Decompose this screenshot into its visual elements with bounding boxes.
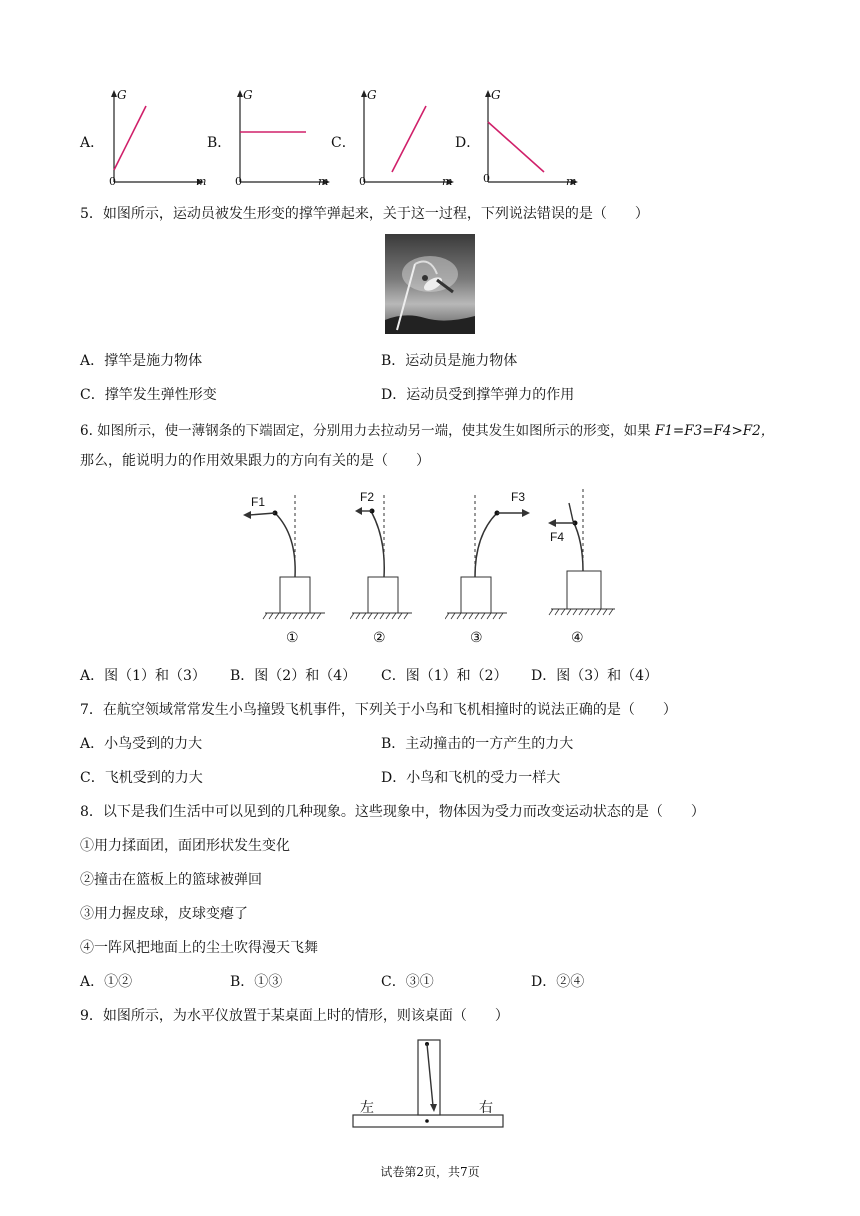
q7-option-d[interactable]: D．小鸟和飞机的受力一样大 xyxy=(381,770,561,786)
graph-c-line xyxy=(392,106,426,172)
q8-option-d[interactable]: D．②④ xyxy=(531,974,585,990)
option-c-label: C． xyxy=(331,135,356,151)
graph-b xyxy=(230,88,330,188)
graph-d-origin: 0 xyxy=(483,172,490,185)
option-a-label: A． xyxy=(80,135,105,151)
label-f4: F4 xyxy=(550,530,565,544)
q7-option-a[interactable]: A．小鸟受到的力大 xyxy=(80,736,203,752)
graph-c-x-label: m xyxy=(442,175,453,188)
q6-option-c[interactable]: C．图（1）和（2） xyxy=(381,668,508,684)
q6-formula: F1=F3=F4>F2， xyxy=(654,423,775,439)
q8-item-4: ④一阵风把地面上的尘土吹得漫天飞舞 xyxy=(80,940,318,956)
graph-c xyxy=(354,88,454,188)
graph-a xyxy=(104,88,207,188)
label-f1: F1 xyxy=(251,495,266,509)
option-b-label: B． xyxy=(207,135,232,151)
graph-b-origin: 0 xyxy=(235,175,242,188)
graph-c-origin: 0 xyxy=(359,175,366,188)
graph-a-line xyxy=(114,106,146,170)
fig-number-4: ④ xyxy=(571,630,584,646)
q5-option-a[interactable]: A．撑竿是施力物体 xyxy=(80,353,203,369)
graph-c-y-label: G xyxy=(367,88,377,102)
steel-figure-3 xyxy=(445,485,545,625)
q8-option-c[interactable]: C．③① xyxy=(381,974,434,990)
fig-number-2: ② xyxy=(373,630,386,646)
q8-option-a[interactable]: A．①② xyxy=(80,974,133,990)
graph-d-x-label: m xyxy=(566,175,577,188)
option-d-label: D． xyxy=(455,135,481,151)
q6-stem-line2: 那么，能说明力的作用效果跟力的方向有关的是（ ） xyxy=(80,453,430,469)
graph-b-x-label: m xyxy=(318,175,329,188)
q6-stem-a: 6. 如图所示，使一薄钢条的下端固定，分别用力去拉动另一端，使其发生如图所示的形变，如果 xyxy=(80,423,655,439)
fig-number-1: ① xyxy=(286,630,299,646)
q6-option-b[interactable]: B．图（2）和（4） xyxy=(230,668,357,684)
graph-a-origin: 0 xyxy=(109,175,116,188)
q8-item-1: ①用力揉面团，面团形状发生变化 xyxy=(80,838,290,854)
graph-a-x-label: m xyxy=(196,175,207,188)
steel-figure-4 xyxy=(545,485,645,625)
q6-option-a[interactable]: A．图（1）和（3） xyxy=(80,668,206,684)
q6-stem-line1 xyxy=(80,419,774,439)
q9-stem: 9．如图所示，为水平仪放置于某桌面上时的情形，则该桌面（ ） xyxy=(80,1008,509,1024)
pole-vault-photo xyxy=(385,234,475,334)
q5-option-c[interactable]: C．撑竿发生弹性形变 xyxy=(80,387,217,403)
q8-option-b[interactable]: B．①③ xyxy=(230,974,283,990)
q7-stem: 7．在航空领域常常发生小鸟撞毁飞机事件，下列关于小鸟和飞机相撞时的说法正确的是（ ） xyxy=(80,702,677,718)
graph-b-y-label: G xyxy=(243,88,253,102)
q8-item-2: ②撞击在篮板上的篮球被弹回 xyxy=(80,872,262,888)
graph-a-y-label: G xyxy=(117,88,127,102)
q5-option-d[interactable]: D．运动员受到撑竿弹力的作用 xyxy=(381,387,575,403)
level-left-label: 左 xyxy=(360,1099,374,1115)
graph-d-y-label: G xyxy=(491,88,501,102)
q7-option-b[interactable]: B．主动撞击的一方产生的力大 xyxy=(381,736,574,752)
q8-item-3: ③用力握皮球，皮球变瘪了 xyxy=(80,906,248,922)
level-instrument-figure xyxy=(350,1038,510,1134)
q5-option-b[interactable]: B．运动员是施力物体 xyxy=(381,353,518,369)
q7-option-c[interactable]: C．飞机受到的力大 xyxy=(80,770,203,786)
label-f3: F3 xyxy=(511,490,526,504)
q8-stem: 8．以下是我们生活中可以见到的几种现象。这些现象中，物体因为受力而改变运动状态的是（ ） xyxy=(80,804,705,820)
steel-figure-2 xyxy=(350,485,450,625)
q5-stem: 5．如图所示，运动员被发生形变的撑竿弹起来，关于这一过程，下列说法错误的是（ ） xyxy=(80,206,649,222)
steel-figure-1 xyxy=(235,485,335,625)
level-right-label: 右 xyxy=(479,1099,493,1115)
graph-d xyxy=(478,88,578,188)
page-footer: 试卷第2页，共7页 xyxy=(380,1165,480,1179)
graph-d-line xyxy=(488,122,544,172)
label-f2: F2 xyxy=(360,490,375,504)
q6-option-d[interactable]: D．图（3）和（4） xyxy=(531,668,659,684)
fig-number-3: ③ xyxy=(470,630,483,646)
